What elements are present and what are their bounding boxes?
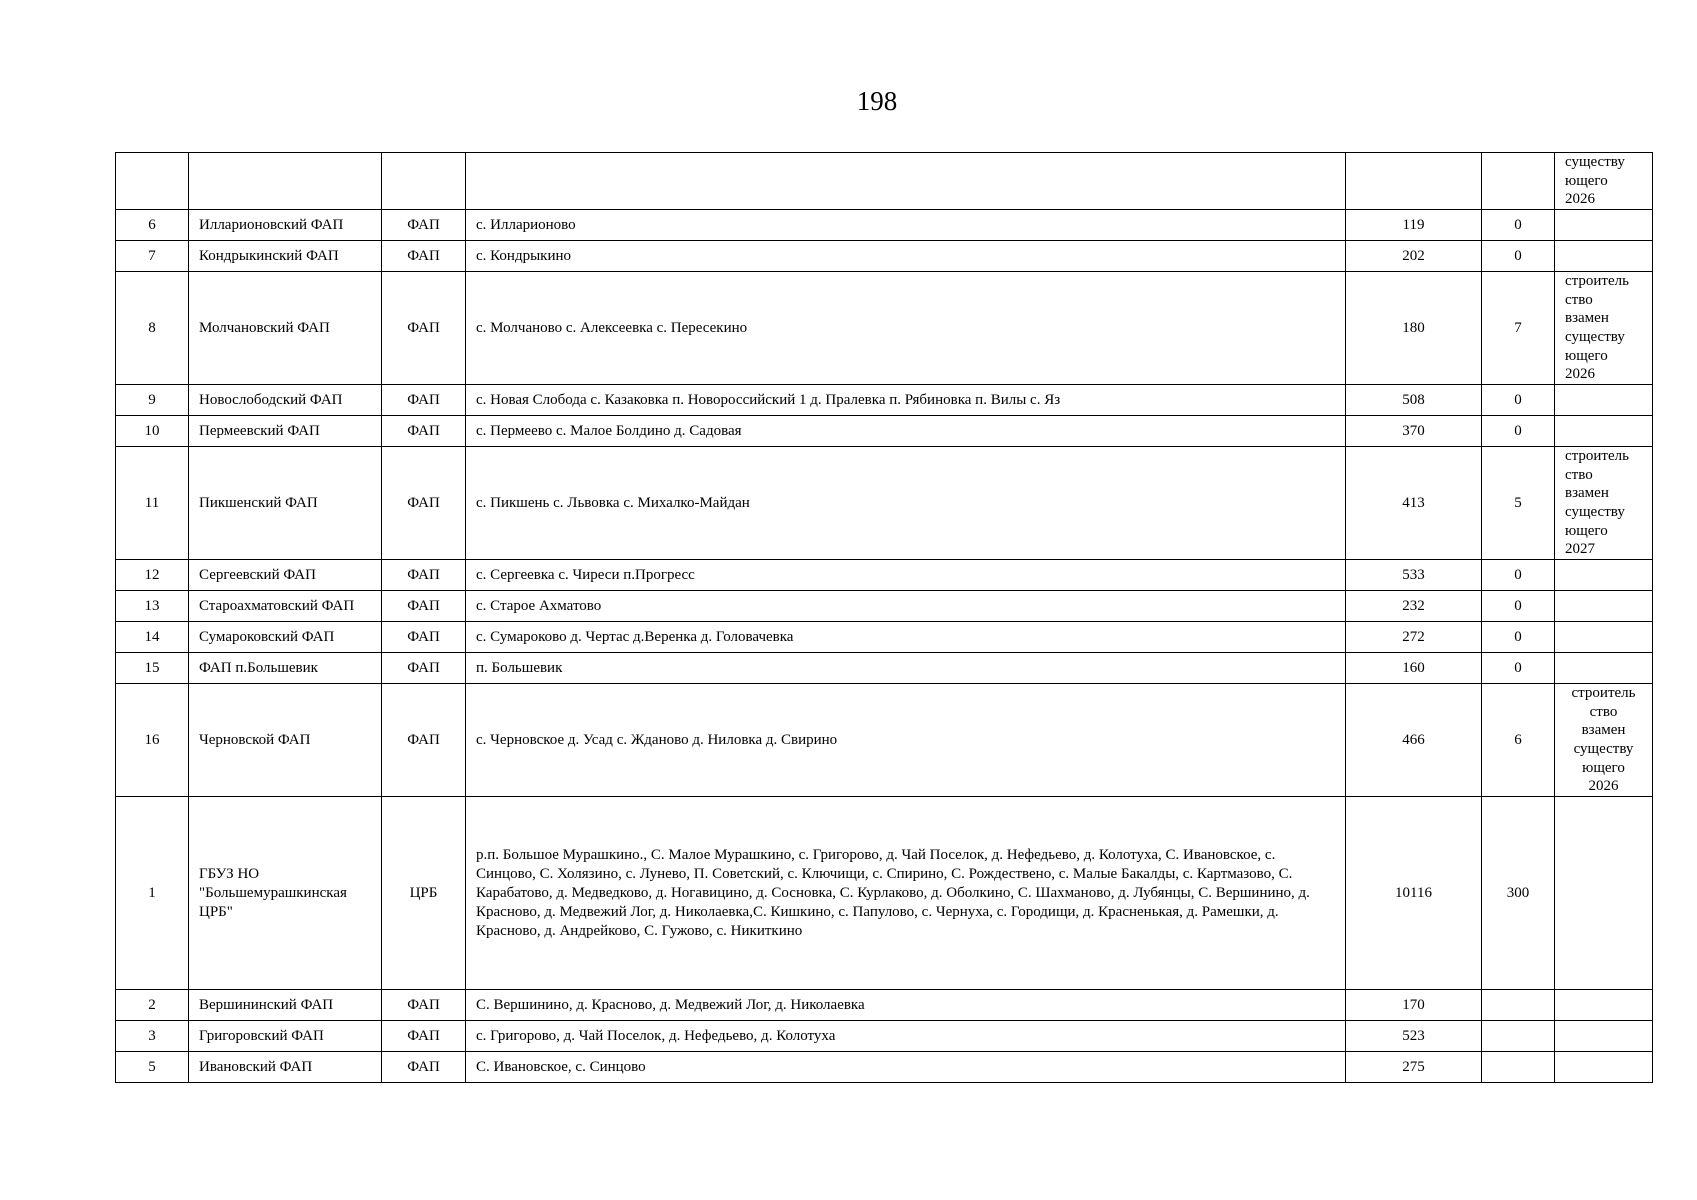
settlements-cell: с. Пермеево с. Малое Болдино д. Садовая <box>466 416 1346 447</box>
beds-cell <box>1482 990 1555 1021</box>
facility-name-cell: Новослободский ФАП <box>189 385 382 416</box>
table-row <box>116 385 1653 416</box>
facility-type-cell: ФАП <box>382 1052 466 1083</box>
facility-name-cell: Пермеевский ФАП <box>189 416 382 447</box>
facility-name-cell <box>189 153 382 210</box>
row-number-cell: 3 <box>116 1021 189 1052</box>
beds-cell: 0 <box>1482 560 1555 591</box>
beds-cell <box>1482 1052 1555 1083</box>
population-cell: 275 <box>1346 1052 1482 1083</box>
beds-cell: 7 <box>1482 272 1555 385</box>
facility-name-cell: Черновской ФАП <box>189 684 382 797</box>
settlements-cell: р.п. Большое Мурашкино., С. Малое Мурашкино, с. Григорово, д. Чай Поселок, д. Нефедьево, д. Колотуха, С. Ивановское, с. Синцово, С. Холязино, с. Лунево, П. Советский, с. Ключищи, с. Спирино, С. Рождествено, с. Малые Бакалды, с. Картмазово, С. Карабатово, д. Медведково, д. Ногавицино, д. Сосновка, С. Курлаково, д. Оболкино, С. Шахманово, д. Лубянцы, С. Вершинино, д. Красново, д. Медвежий Лог, д. Николаевка,С. Кишкино, с. Папулово, с. Чернуха, с. Городищи, д. Красненькая, д. Рамешки, д. Красново, д. Андрейково, С. Гужово, с. Никиткино <box>466 797 1346 990</box>
population-cell <box>1346 153 1482 210</box>
facility-name-cell: Илларионовский ФАП <box>189 210 382 241</box>
table-row <box>116 591 1653 622</box>
facility-name-cell: Сумароковский ФАП <box>189 622 382 653</box>
note-cell: строитель ство взамен существу ющего 2026 <box>1555 272 1653 385</box>
note-cell <box>1555 990 1653 1021</box>
table-row <box>116 560 1653 591</box>
row-number-cell <box>116 153 189 210</box>
beds-cell: 0 <box>1482 653 1555 684</box>
row-number-cell: 7 <box>116 241 189 272</box>
note-cell: строитель ство взамен существу ющего 2026 <box>1555 684 1653 797</box>
settlements-cell: С. Ивановское, с. Синцово <box>466 1052 1346 1083</box>
facility-type-cell: ФАП <box>382 272 466 385</box>
population-cell: 370 <box>1346 416 1482 447</box>
facility-type-cell: ЦРБ <box>382 797 466 990</box>
beds-cell: 0 <box>1482 591 1555 622</box>
population-cell: 466 <box>1346 684 1482 797</box>
population-cell: 160 <box>1346 653 1482 684</box>
facility-type-cell: ФАП <box>382 560 466 591</box>
beds-cell <box>1482 1021 1555 1052</box>
table-row <box>116 622 1653 653</box>
facility-name-cell: ФАП п.Большевик <box>189 653 382 684</box>
facility-name-cell: ГБУЗ НО "Большемурашкинская ЦРБ" <box>189 797 382 990</box>
settlements-cell: с. Старое Ахматово <box>466 591 1346 622</box>
settlements-cell <box>466 153 1346 210</box>
note-cell <box>1555 385 1653 416</box>
table-row <box>116 990 1653 1021</box>
settlements-cell: с. Пикшень с. Львовка с. Михалко-Майдан <box>466 447 1346 560</box>
note-cell <box>1555 622 1653 653</box>
beds-cell: 6 <box>1482 684 1555 797</box>
table-body <box>116 153 1653 1083</box>
note-cell <box>1555 560 1653 591</box>
settlements-cell: с. Кондрыкино <box>466 241 1346 272</box>
table-row <box>116 653 1653 684</box>
row-number-cell: 1 <box>116 797 189 990</box>
beds-cell: 5 <box>1482 447 1555 560</box>
population-cell: 180 <box>1346 272 1482 385</box>
table-row <box>116 272 1653 385</box>
row-number-cell: 13 <box>116 591 189 622</box>
note-cell <box>1555 653 1653 684</box>
facility-type-cell: ФАП <box>382 684 466 797</box>
row-number-cell: 11 <box>116 447 189 560</box>
note-cell <box>1555 1052 1653 1083</box>
population-cell: 202 <box>1346 241 1482 272</box>
population-cell: 232 <box>1346 591 1482 622</box>
note-cell: строитель ство взамен существу ющего 2027 <box>1555 447 1653 560</box>
table-row <box>116 684 1653 797</box>
facility-type-cell: ФАП <box>382 241 466 272</box>
row-number-cell: 10 <box>116 416 189 447</box>
row-number-cell: 16 <box>116 684 189 797</box>
note-cell <box>1555 797 1653 990</box>
table-row <box>116 153 1653 210</box>
facility-name-cell: Вершининский ФАП <box>189 990 382 1021</box>
row-number-cell: 2 <box>116 990 189 1021</box>
facility-type-cell <box>382 153 466 210</box>
settlements-cell: с. Григорово, д. Чай Поселок, д. Нефедьево, д. Колотуха <box>466 1021 1346 1052</box>
table-row <box>116 210 1653 241</box>
population-cell: 10116 <box>1346 797 1482 990</box>
facility-name-cell: Молчановский ФАП <box>189 272 382 385</box>
beds-cell: 0 <box>1482 385 1555 416</box>
note-cell <box>1555 416 1653 447</box>
note-cell <box>1555 241 1653 272</box>
beds-cell: 0 <box>1482 210 1555 241</box>
beds-cell: 300 <box>1482 797 1555 990</box>
table-row <box>116 1021 1653 1052</box>
beds-cell: 0 <box>1482 241 1555 272</box>
row-number-cell: 14 <box>116 622 189 653</box>
row-number-cell: 8 <box>116 272 189 385</box>
population-cell: 119 <box>1346 210 1482 241</box>
facility-type-cell: ФАП <box>382 1021 466 1052</box>
settlements-cell: с. Молчаново с. Алексеевка с. Пересекино <box>466 272 1346 385</box>
facility-type-cell: ФАП <box>382 385 466 416</box>
facility-table <box>115 152 1653 1083</box>
beds-cell: 0 <box>1482 416 1555 447</box>
note-cell <box>1555 210 1653 241</box>
population-cell: 170 <box>1346 990 1482 1021</box>
row-number-cell: 9 <box>116 385 189 416</box>
table-row <box>116 241 1653 272</box>
facility-type-cell: ФАП <box>382 447 466 560</box>
settlements-cell: с. Илларионово <box>466 210 1346 241</box>
facility-type-cell: ФАП <box>382 622 466 653</box>
row-number-cell: 6 <box>116 210 189 241</box>
note-cell <box>1555 591 1653 622</box>
settlements-cell: С. Вершинино, д. Красново, д. Медвежий Лог, д. Николаевка <box>466 990 1346 1021</box>
facility-name-cell: Кондрыкинский ФАП <box>189 241 382 272</box>
table-row <box>116 797 1653 990</box>
facility-name-cell: Пикшенский ФАП <box>189 447 382 560</box>
facility-name-cell: Староахматовский ФАП <box>189 591 382 622</box>
beds-cell <box>1482 153 1555 210</box>
settlements-cell: с. Сумароково д. Чертас д.Веренка д. Головачевка <box>466 622 1346 653</box>
population-cell: 508 <box>1346 385 1482 416</box>
settlements-cell: с. Сергеевка с. Чиреси п.Прогресс <box>466 560 1346 591</box>
facility-name-cell: Ивановский ФАП <box>189 1052 382 1083</box>
population-cell: 523 <box>1346 1021 1482 1052</box>
row-number-cell: 12 <box>116 560 189 591</box>
row-number-cell: 15 <box>116 653 189 684</box>
facility-type-cell: ФАП <box>382 653 466 684</box>
facility-type-cell: ФАП <box>382 591 466 622</box>
settlements-cell: с. Новая Слобода с. Казаковка п. Новороссийский 1 д. Пралевка п. Рябиновка п. Вилы с. Яз <box>466 385 1346 416</box>
population-cell: 533 <box>1346 560 1482 591</box>
facility-type-cell: ФАП <box>382 416 466 447</box>
settlements-cell: с. Черновское д. Усад с. Жданово д. Ниловка д. Свирино <box>466 684 1346 797</box>
table-row <box>116 416 1653 447</box>
row-number-cell: 5 <box>116 1052 189 1083</box>
beds-cell: 0 <box>1482 622 1555 653</box>
page-number: 198 <box>856 86 898 116</box>
note-cell: существу ющего 2026 <box>1555 153 1653 210</box>
facility-type-cell: ФАП <box>382 990 466 1021</box>
table-row <box>116 1052 1653 1083</box>
note-cell <box>1555 1021 1653 1052</box>
facility-type-cell: ФАП <box>382 210 466 241</box>
population-cell: 272 <box>1346 622 1482 653</box>
facility-name-cell: Сергеевский ФАП <box>189 560 382 591</box>
population-cell: 413 <box>1346 447 1482 560</box>
table-row <box>116 447 1653 560</box>
settlements-cell: п. Большевик <box>466 653 1346 684</box>
facility-name-cell: Григоровский ФАП <box>189 1021 382 1052</box>
